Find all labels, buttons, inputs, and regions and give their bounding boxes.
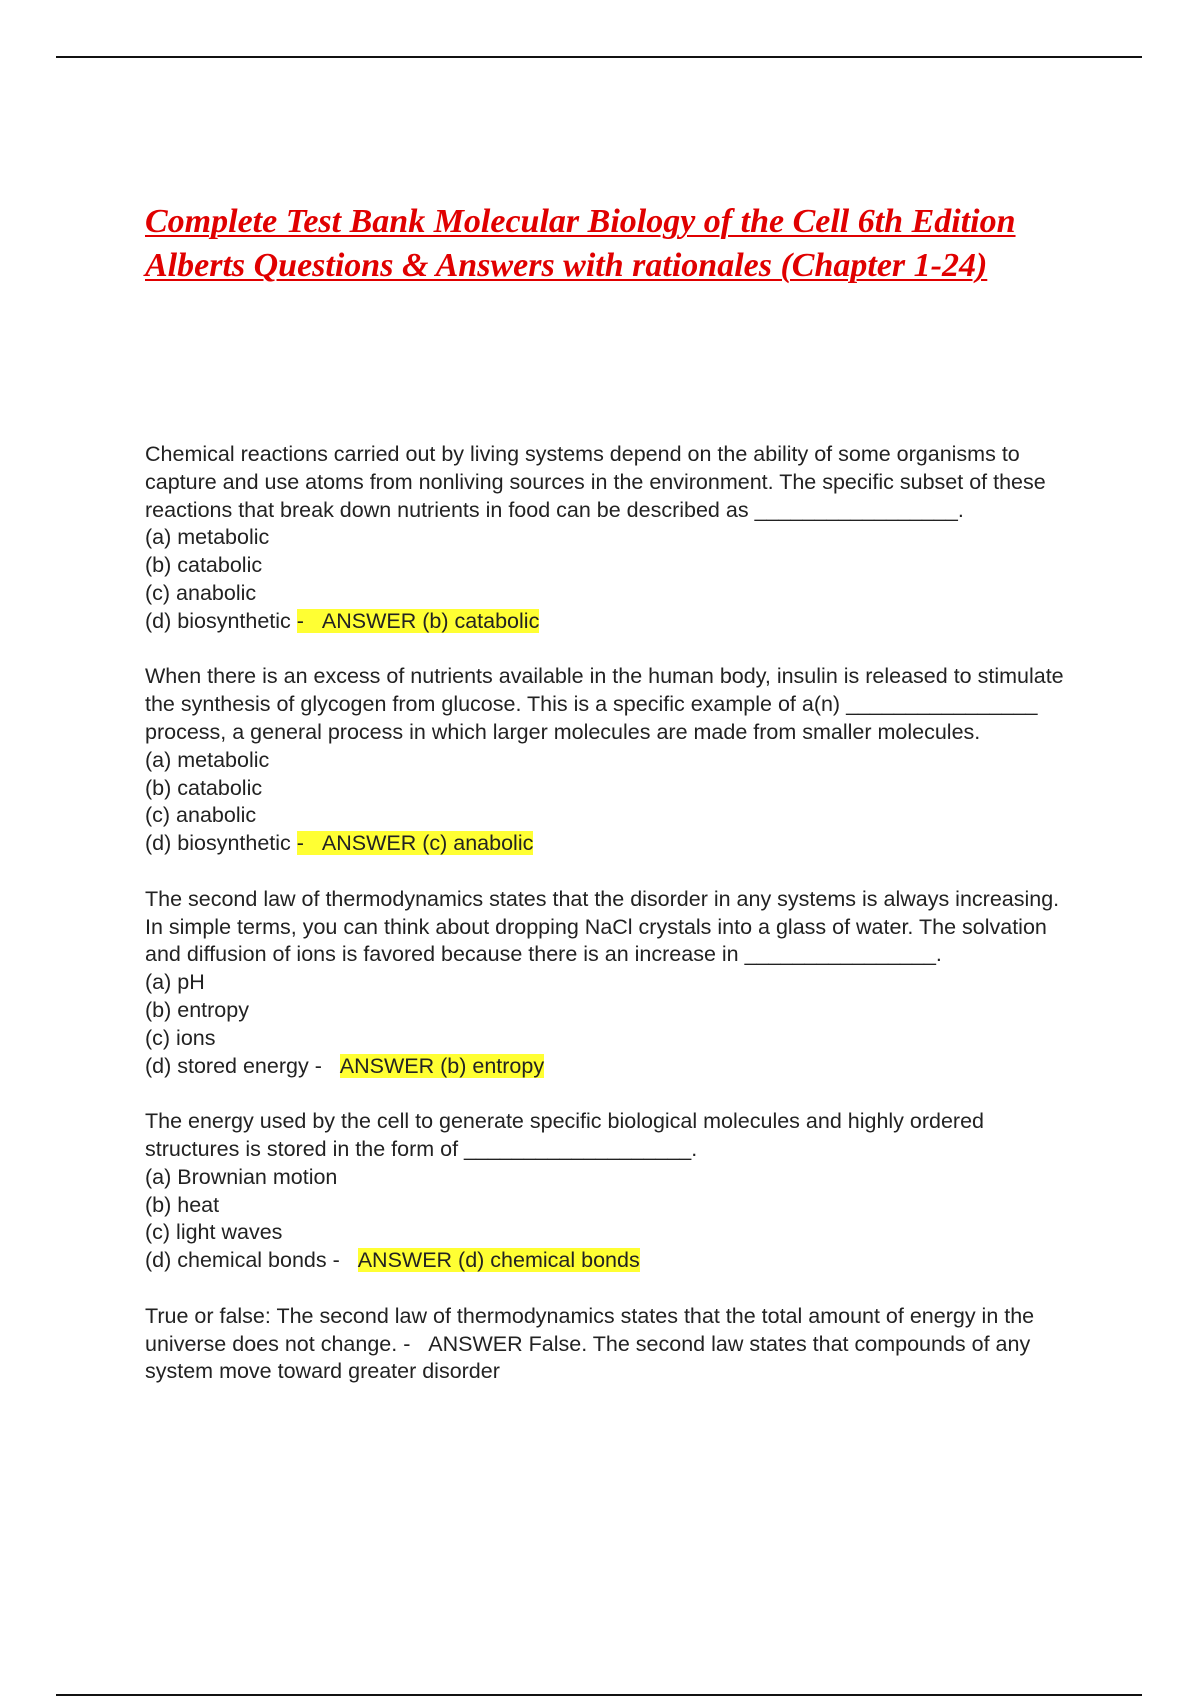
option-c: (c) light waves	[145, 1220, 283, 1245]
question-text: The energy used by the cell to generate specific biological molecules and highly ordered structures is stored in the form of	[145, 1109, 985, 1161]
question-4	[145, 1108, 1065, 1275]
question-5	[145, 1303, 1065, 1386]
option-d: (d) biosynthetic	[145, 831, 291, 856]
answer-blank: ________________	[846, 692, 1038, 717]
answer-separator: -	[332, 1248, 340, 1273]
answer-highlight	[340, 1054, 544, 1078]
answer-separator: -	[314, 1053, 322, 1078]
option-c: (c) ions	[145, 1025, 216, 1050]
document-title: Complete Test Bank Molecular Biology of the Cell 6th Edition Alberts Questions & Answers with rationales (Chapter 1-24)	[145, 203, 1016, 284]
answer-separator: -	[403, 1331, 411, 1356]
option-c: (c) anabolic	[145, 803, 257, 828]
answer-highlight	[297, 831, 534, 855]
answer-blank: ___________________.	[464, 1136, 698, 1161]
option-d: (d) stored energy	[145, 1053, 309, 1078]
option-b: (b) heat	[145, 1192, 220, 1217]
option-b: (b) entropy	[145, 997, 249, 1022]
answer-separator: -	[296, 608, 304, 633]
option-d: (d) biosynthetic	[145, 608, 291, 633]
option-a: (a) metabolic	[145, 747, 270, 772]
answer-text: ANSWER (b) entropy	[339, 1053, 545, 1078]
answer-blank: _________________.	[754, 497, 964, 522]
option-a: (a) Brownian motion	[145, 1164, 338, 1189]
option-d-with-answer	[145, 608, 1065, 636]
question-text: Chemical reactions carried out by living systems depend on the ability of some organisms to capture and use atoms from nonliving sources in the environment. The specific subset of these reactions that break down nutrients in food can be described as	[145, 442, 1046, 522]
question-list	[145, 441, 1065, 1414]
question-text-after: process, a general process in which larger molecules are made from smaller molecules.	[145, 719, 981, 744]
option-c: (c) anabolic	[145, 580, 257, 605]
answer-highlight	[297, 609, 540, 633]
answer-blank: ________________.	[744, 942, 942, 967]
answer-highlight	[358, 1248, 640, 1272]
question-1	[145, 441, 1065, 636]
option-a: (a) pH	[145, 970, 205, 995]
option-b: (b) catabolic	[145, 775, 263, 800]
question-text: True or false: The second law of thermodynamics states that the total amount of energy in the universe does not change.	[145, 1303, 1035, 1356]
option-d-with-answer	[145, 1247, 1065, 1275]
answer-text: ANSWER (d) chemical bonds	[357, 1248, 640, 1273]
question-text-before: When there is an excess of nutrients available in the human body, insulin is released to stimulate the synthesis of glycogen from glucose. This is a specific example of a(n)	[145, 664, 1064, 717]
answer-text: ANSWER False. The second law states that compounds of any system move toward greater disorder	[145, 1331, 1031, 1384]
option-d-with-answer	[145, 1053, 1065, 1081]
option-d: (d) chemical bonds	[145, 1248, 327, 1273]
answer-separator: -	[296, 831, 304, 856]
option-a: (a) metabolic	[145, 525, 270, 550]
answer-text: ANSWER (b) catabolic	[321, 608, 540, 633]
footer-rule	[56, 1694, 1142, 1696]
option-b: (b) catabolic	[145, 553, 263, 578]
header-rule	[56, 56, 1142, 58]
option-d-with-answer	[145, 830, 1065, 858]
question-2	[145, 663, 1065, 858]
question-3	[145, 886, 1065, 1081]
question-text: The second law of thermodynamics states that the disorder in any systems is always increasing. In simple terms, you can think about dropping NaCl crystals into a glass of water. The solvation and diffusion of ions is favored because there is an increase in	[145, 886, 1060, 967]
answer-text: ANSWER (c) anabolic	[321, 831, 534, 856]
